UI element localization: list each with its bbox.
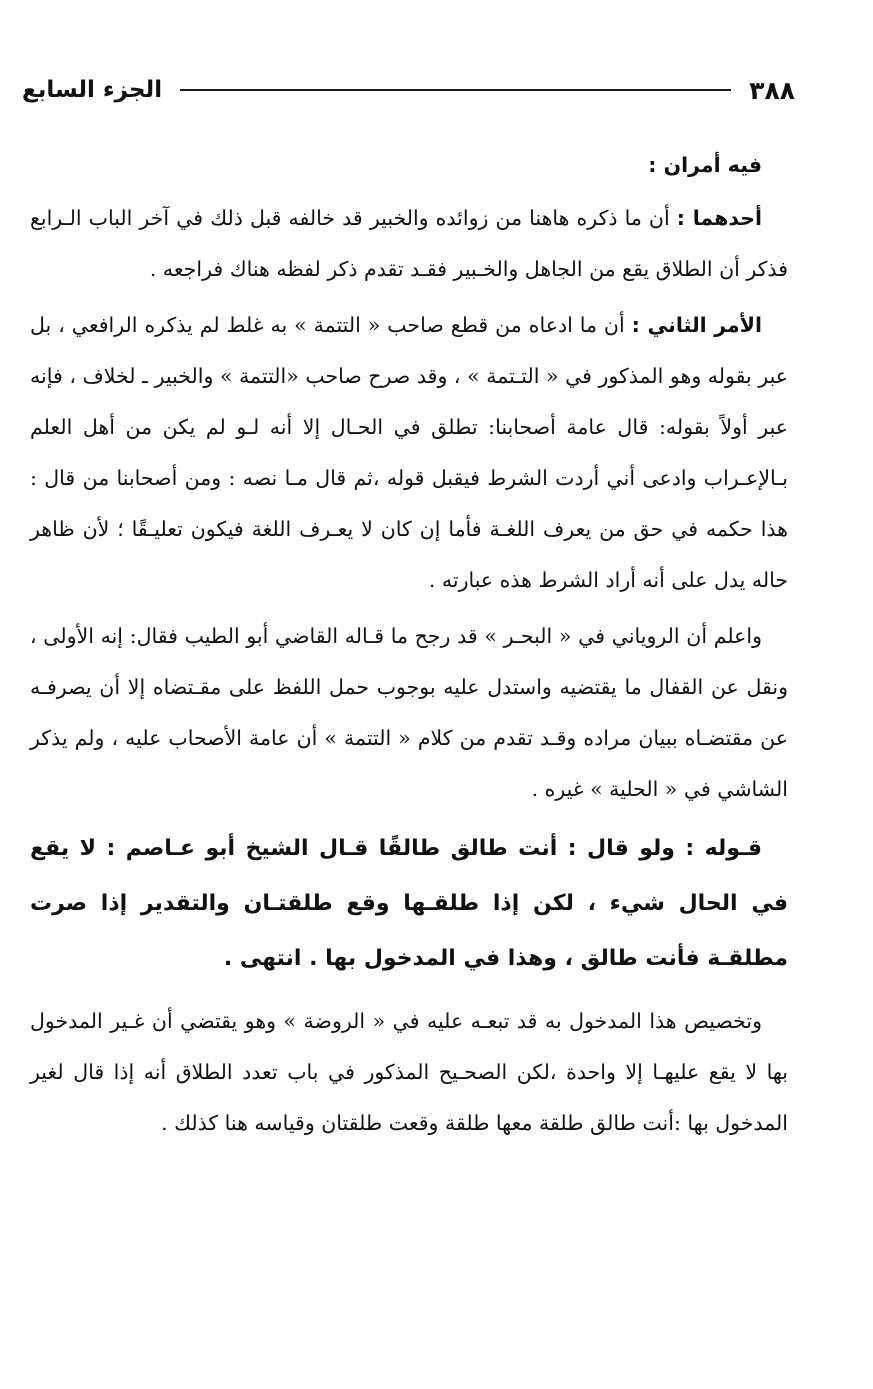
paragraph-commentary: وتخصيص هذا المدخول به قد تبعـه عليه في « الروضة » وهو يقتضي أن غـير المدخول بها لا يقع عليهـا إلا واحدة ،لكن الصحـيح المذكور في باب تعدد الطلاق أنه إذا قال لغير المدخول بها :أنت طالق طلقة معها طلقة وقعت طلقتان وقياسه هنا كذلك . (30, 1009, 788, 1135)
intro-heading: فيه أمران : (648, 153, 762, 177)
header-rule (180, 89, 731, 91)
paragraph-second-matter (30, 300, 788, 606)
second-matter-label: الأمر الثاني : (631, 313, 762, 337)
paragraph-first-matter (30, 193, 788, 295)
second-matter-text: أن ما ادعاه من قطع صاحب « التتمة » به غلط لم يذكره الرافعي ، بل عبر بقوله وهو المذكور في « التـتمة » ، وقد صرح صاحب «التتمة » والخبير ـ لخلاف ، فإنه عبر أولاً بقوله: قال عامة أصحابنا: تطلق في الحـال إلا أنه لـو لم يكن من أهل العلم بـالإعـراب وادعى أني أردت الشرط فيقبل قوله ،ثم قال مـا نصه : ومن أصحابنا من قال : هذا حكمه في حق من يعرف اللغـة فأما إن كان لا يعـرف اللغة فيكون تعليـقًا ؛ لأن ظاهر حاله يدل على أنه أراد الشرط هذه عبارته . (30, 313, 788, 592)
page-number: ٣٨٨ (749, 75, 795, 105)
quoted-statement: قـوله : ولو قال : أنت طالق طالقًا قـال الشيخ أبو عـاصم : لا يقع في الحال شيء ، لكن إذا طلقـها وقع طلقتـان والتقدير إذا صرت مطلقـة فأنت طالق ، وهذا في المدخول بها . انتهى . (30, 836, 788, 971)
page-body (30, 140, 788, 1154)
first-matter-label: أحدهما : (676, 206, 762, 230)
page-header (22, 68, 795, 112)
paragraph-ruyani: واعلم أن الروياني في « البحـر » قد رجح ما قـاله القاضي أبو الطيب فقال: إنه الأولى ، ونقل عن القفال ما يقتضيه واستدل عليه بوجوب حمل اللفظ على مقـتضاه إلا أن يصرفـه عن مقتضـاه ببيان مراده وقـد تقدم من كلام « التتمة » أن عامة الأصحاب عليه ، ولم يذكر الشاشي في « الحلية » غيره . (30, 624, 788, 801)
first-matter-text: أن ما ذكره هاهنا من زوائده والخبير قد خالفه قبل ذلك في آخر الباب الـرابع فذكر أن الطلاق يقع من الجاهل والخـبير فقـد تقدم ذكر لفظه هناك فراجعه . (30, 206, 788, 281)
running-title: الجزء السابع (22, 77, 163, 103)
